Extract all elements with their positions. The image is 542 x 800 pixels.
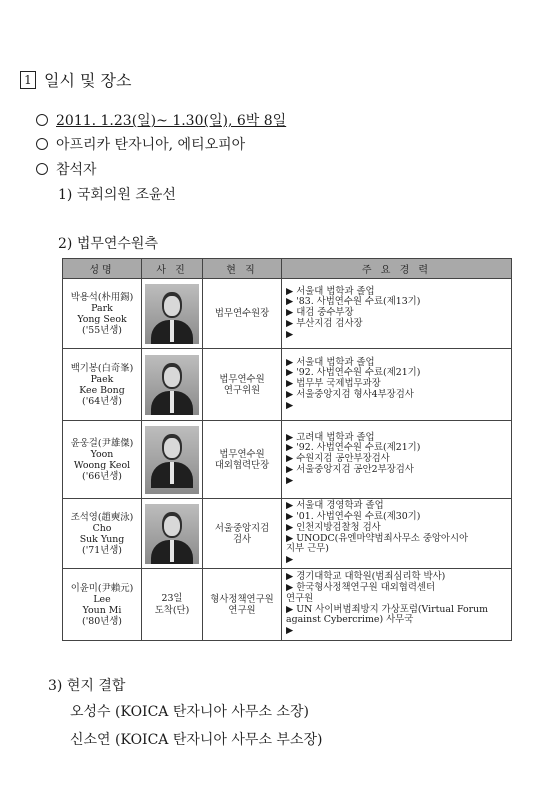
arrival-note: 23일 (161, 592, 183, 604)
position-cell (203, 569, 282, 641)
table-row (63, 349, 512, 421)
position-line: 연구원 (228, 604, 256, 616)
name-en-given: Suk Yung (79, 533, 125, 545)
circle-bullet-icon (36, 138, 48, 150)
position-line: 법무연수원 (219, 448, 265, 460)
photo-cell (142, 569, 203, 641)
position-line: 검사 (232, 533, 252, 545)
position-cell (203, 279, 282, 349)
portrait-photo (145, 284, 199, 344)
photo-cell (142, 349, 203, 421)
portrait-photo (145, 426, 199, 494)
career-item: ▶ (286, 474, 294, 486)
section-number-box: 1 (20, 71, 36, 89)
header-name: 성명 (63, 259, 142, 279)
name-en-given: Kee Bong (79, 384, 125, 396)
career-item: 연구원 (286, 592, 314, 604)
position-line: 서울중앙지검 (214, 522, 270, 534)
birth-year: ('64년생) (82, 395, 122, 407)
name-en-given: Youn Mi (82, 604, 122, 616)
section-title: 일시 및 장소 (44, 71, 132, 90)
career-item: ▶ UNODC(유엔마약범죄사무소 중앙아시아 (286, 532, 469, 544)
table-header-row (63, 259, 512, 279)
bullet-attendees (36, 159, 97, 179)
header-photo: 사 진 (142, 259, 203, 279)
career-item: ▶ (286, 328, 294, 340)
name-korean: 박용석(朴用錫) (70, 291, 134, 303)
career-item: ▶ (286, 554, 294, 566)
birth-year: ('80년생) (82, 615, 122, 627)
place-text: 아프리카 탄자니아, 에티오피아 (56, 137, 246, 153)
career-item: ▶ 법무부 국제법무과장 (286, 378, 381, 390)
name-cell (63, 349, 142, 421)
career-item: ▶ 서울대 경영학과 졸업 (286, 500, 384, 512)
career-item: ▶ 서울대 법학과 졸업 (286, 285, 375, 297)
name-cell (63, 499, 142, 569)
career-cell (282, 421, 512, 499)
birth-year: ('71년생) (82, 544, 122, 556)
name-en-given: Woong Keol (73, 459, 131, 471)
position-line: 법무연수원장 (214, 308, 270, 319)
circle-bullet-icon (36, 163, 48, 175)
photo-cell (142, 421, 203, 499)
career-item: ▶ 대검 중수부장 (286, 307, 354, 319)
career-cell (282, 279, 512, 349)
name-en-family: Park (91, 302, 113, 314)
bullet-place (36, 134, 245, 154)
career-item: ▶ 서울중앙지검 공안2부장검사 (286, 463, 414, 475)
career-cell (282, 569, 512, 641)
career-item: ▶ 서울대 법학과 졸업 (286, 356, 375, 368)
career-item: ▶ 한국형사정책연구원 대외협력센터 (286, 581, 436, 593)
table-row (63, 279, 512, 349)
name-cell (63, 569, 142, 641)
name-korean: 백기봉(白奇峯) (70, 362, 134, 374)
name-en-family: Paek (90, 373, 114, 385)
position-cell (203, 499, 282, 569)
career-item: ▶ 인천지방검찰청 검사 (286, 521, 381, 533)
attendee-table (62, 258, 512, 641)
birth-year: ('55년생) (82, 324, 122, 336)
career-item: ▶ UN 사이버범죄방지 가상포럼(Virtual Forum (286, 603, 489, 615)
career-item: ▶ '83. 사법연수원 수료(제13기) (286, 296, 421, 308)
header-career: 주 요 경 력 (282, 259, 512, 279)
name-cell (63, 279, 142, 349)
name-korean: 이윤미(尹賴元) (70, 582, 134, 594)
name-cell (63, 421, 142, 499)
attendees-text: 참석자 (56, 162, 97, 178)
position-line: 대외협력단장 (214, 459, 270, 471)
bullet-date (36, 110, 286, 130)
header-position: 현 직 (203, 259, 282, 279)
career-item: 지부 근무) (286, 543, 329, 555)
career-item: ▶ 부산지검 검사장 (286, 317, 363, 329)
sub-heading-2: 2) 법무연수원측 (58, 236, 158, 252)
birth-year: ('66년생) (82, 470, 122, 482)
career-item: ▶ (286, 625, 294, 637)
photo-cell (142, 499, 203, 569)
portrait-photo (145, 504, 199, 564)
career-item: ▶ 수원지검 공안부장검사 (286, 453, 390, 465)
date-text: 2011. 1.23(일)~ 1.30(일), 6박 8일 (56, 113, 287, 129)
career-item: ▶ '92. 사법연수원 수료(제21기) (286, 367, 421, 379)
career-item: ▶ 경기대학교 대학원(범죄심리학 박사) (286, 571, 446, 583)
table-row (63, 569, 512, 641)
career-item: ▶ 고려대 법학과 졸업 (286, 431, 375, 443)
career-item: ▶ (286, 399, 294, 411)
section-heading (20, 68, 131, 91)
career-cell (282, 499, 512, 569)
name-korean: 윤웅걸(尹雄傑) (70, 437, 134, 449)
sub-heading-1: 1) 국회의원 조윤선 (58, 187, 176, 203)
career-item: ▶ 서울중앙지검 형사4부장검사 (286, 388, 414, 400)
sub-heading-3: 3) 현지 결합 (48, 678, 126, 694)
name-en-family: Lee (93, 593, 111, 605)
name-en-family: Cho (92, 522, 112, 534)
position-line: 형사정책연구원 (210, 593, 274, 605)
name-korean: 조석영(趙奭泳) (70, 511, 134, 523)
portrait-photo (145, 355, 199, 415)
local-person: 신소연 (KOICA 탄자니아 사무소 부소장) (70, 732, 323, 748)
position-line: 법무연수원 (219, 373, 265, 385)
position-line: 연구위원 (223, 384, 261, 396)
career-item: ▶ '01. 사법연수원 수료(제30기) (286, 510, 421, 522)
career-cell (282, 349, 512, 421)
local-person: 오성수 (KOICA 탄자니아 사무소 소장) (70, 704, 309, 720)
career-item: against Cybercrime) 사무국 (286, 614, 414, 626)
name-en-given: Yong Seok (77, 313, 127, 325)
table-row (63, 421, 512, 499)
position-cell (203, 349, 282, 421)
name-en-family: Yoon (90, 448, 114, 460)
arrival-note: 도착(단) (154, 604, 190, 616)
photo-cell (142, 279, 203, 349)
table-row (63, 499, 512, 569)
position-cell (203, 421, 282, 499)
circle-bullet-icon (36, 114, 48, 126)
career-item: ▶ '92. 사법연수원 수료(제21기) (286, 442, 421, 454)
